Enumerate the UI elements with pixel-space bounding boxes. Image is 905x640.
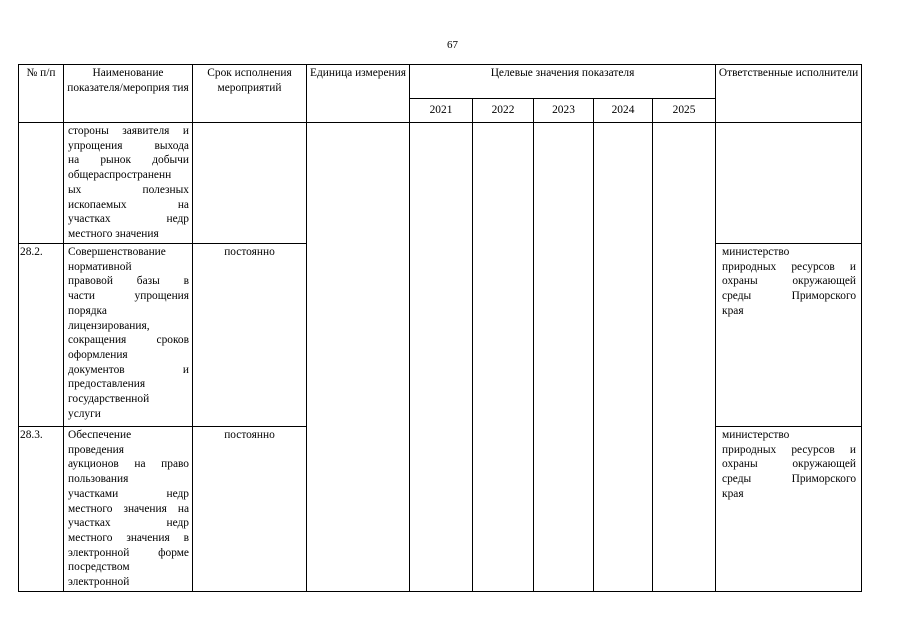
name-line: электронной форме (68, 546, 189, 559)
name-line: предоставления (68, 378, 146, 391)
responsible-line: края (722, 304, 744, 317)
name-line: местного значения (68, 227, 159, 240)
name-line: оформления (68, 348, 128, 361)
header-num: № п/п (19, 65, 64, 123)
name-line: документов и (68, 363, 189, 376)
row-name (64, 244, 193, 427)
name-line: ископаемых на (68, 198, 189, 211)
row-num: 28.3. (19, 427, 64, 592)
header-year-2025: 2025 (653, 99, 716, 123)
header-target-values: Целевые значения показателя (410, 65, 716, 99)
name-line: порядка (68, 304, 107, 317)
responsible-line: края (722, 487, 744, 500)
responsible-line: среды Приморского (722, 290, 857, 303)
name-line: услуги (68, 407, 101, 420)
responsible-line: природных ресурсов и (722, 260, 857, 273)
value-2022-cell (473, 123, 534, 592)
value-2021-cell (410, 123, 473, 592)
indicators-table (18, 64, 862, 592)
name-line: нормативной (68, 260, 132, 273)
name-line: аукционов на право (68, 458, 189, 471)
page-number: 67 (447, 39, 458, 51)
row-num: 28.2. (19, 244, 64, 427)
value-2023-cell (534, 123, 594, 592)
name-line: участках недр (68, 213, 189, 226)
name-line: Совершенствование (68, 246, 166, 258)
unit-cell (307, 123, 410, 592)
table-row (19, 123, 862, 244)
row-term: постоянно (193, 427, 307, 592)
row-term (193, 123, 307, 244)
name-line: Обеспечение (68, 429, 132, 441)
header-year-2023: 2023 (534, 99, 594, 123)
name-line: упрощения выхода (68, 139, 189, 152)
value-2024-cell (594, 123, 653, 592)
row-name (64, 123, 193, 244)
row-responsible (716, 244, 862, 427)
responsible-line: министерство (722, 429, 790, 441)
responsible-line: охраны окружающей (722, 458, 857, 471)
name-line: на рынок добычи (68, 154, 189, 167)
header-year-2024: 2024 (594, 99, 653, 123)
header-year-2021: 2021 (410, 99, 473, 123)
header-name: Наименование показателя/мероприя тия (64, 65, 193, 123)
name-line: местного значения на (68, 502, 189, 515)
row-num (19, 123, 64, 244)
name-line: пользования (68, 473, 129, 486)
name-line: ых полезных (68, 183, 189, 196)
header-year-2022: 2022 (473, 99, 534, 123)
responsible-line: охраны окружающей (722, 275, 857, 288)
responsible-line: министерство (722, 246, 790, 258)
name-line: части упрощения (68, 290, 189, 303)
responsible-line: среды Приморского (722, 473, 857, 486)
row-responsible (716, 427, 862, 592)
name-line: проведения (68, 443, 124, 456)
name-line: стороны заявителя и (68, 125, 189, 137)
name-line: местного значения в (68, 531, 189, 544)
responsible-line: природных ресурсов и (722, 443, 857, 456)
header-term: Срок исполнения мероприятий (193, 65, 307, 123)
name-line: электронной (68, 576, 130, 589)
value-2025-cell (653, 123, 716, 592)
header-unit: Единица измерения (307, 65, 410, 123)
name-line: участках недр (68, 517, 189, 530)
name-line: правовой базы в (68, 275, 189, 288)
name-line: лицензирования, (68, 319, 150, 332)
name-line: посредством (68, 561, 130, 574)
row-responsible (716, 123, 862, 244)
name-line: государственной (68, 393, 150, 406)
name-line: общераспространенн (68, 169, 172, 182)
header-responsible: Ответственные исполнители (716, 65, 862, 123)
row-term: постоянно (193, 244, 307, 427)
name-line: участками недр (68, 487, 189, 500)
row-name (64, 427, 193, 592)
name-line: сокращения сроков (68, 334, 189, 347)
